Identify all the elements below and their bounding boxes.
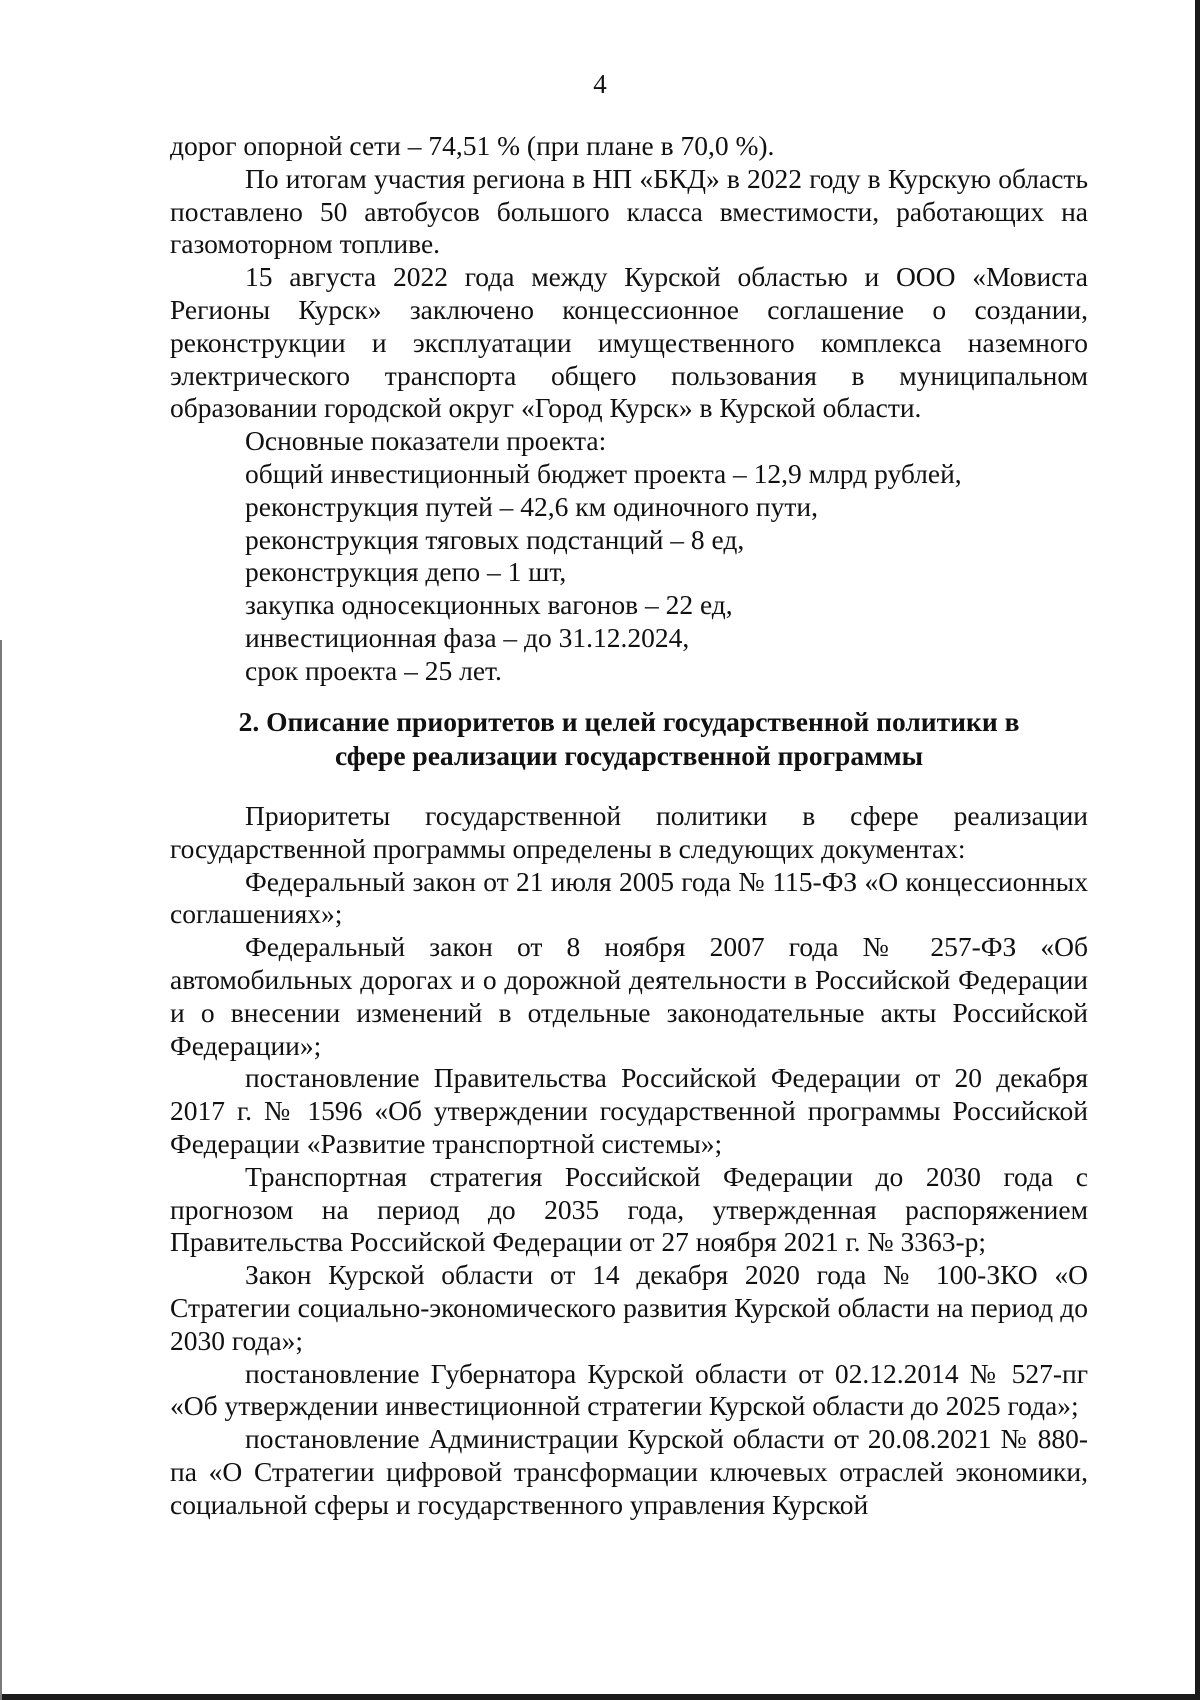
- section-2-heading: [170, 705, 1088, 773]
- document-item: постановление Правительства Российской Федерации от 20 декабря 2017 г. № 1596 «Об утверждении государственной программы Российской Федерации «Развитие транспортной системы»;: [170, 1062, 1088, 1159]
- indicator-item: срок проекта – 25 лет.: [245, 654, 502, 686]
- indicator-item: реконструкция путей – 42,6 км одиночного пути,: [245, 490, 818, 522]
- document-item: постановление Администрации Курской области от 20.08.2021 № 880-па «О Стратегии цифровой трансформации ключевых отраслей экономики, социальной сферы и государственного управления Курской: [170, 1423, 1088, 1520]
- section-2-body: [170, 800, 1088, 1522]
- indicator-item: закупка односекционных вагонов – 22 ед,: [245, 589, 733, 621]
- intro-text-block: [170, 130, 1088, 688]
- document-item: Федеральный закон от 21 июля 2005 года № 115-ФЗ «О концессионных соглашениях»;: [170, 865, 1088, 930]
- document-item: Федеральный закон от 8 ноября 2007 года № 257-ФЗ «Об автомобильных дорогах и о дорожной деятельности в Российской Федерации и о внесении изменений в отдельные законодательные акты Российской Федерации»;: [170, 931, 1088, 1061]
- indicator-item: инвестиционная фаза – до 31.12.2024,: [245, 621, 690, 653]
- paragraph-priorities: Приоритеты государственной политики в сфере реализации государственной программы определены в следующих документах:: [170, 800, 1088, 864]
- indicators-intro: Основные показатели проекта:: [245, 425, 607, 457]
- document-item: Транспортная стратегия Российской Федерации до 2030 года с прогнозом на период до 2035 года, утвержденная распоряжением Правительства Российской Федерации от 27 ноября 2021 г. № 3363-р;: [170, 1160, 1088, 1258]
- scan-edge-left: [0, 640, 2, 1700]
- scan-edge-right: [1195, 0, 1200, 1700]
- paragraph-concession: 15 августа 2022 года между Курской областью и ООО «Мовиста Регионы Курск» заключено концессионное соглашение о создании, реконструкции и эксплуатации имущественного комплекса наземного электрического транспорта общего пользования в муниципальном образовании городской округ «Город Курск» в Курской области.: [170, 261, 1088, 424]
- section-2-heading-line-2: сфере реализации государственной программы: [334, 740, 924, 771]
- paragraph-roads: дорог опорной сети – 74,51 % (при плане в 70,0 %).: [170, 130, 775, 161]
- document-item: постановление Губернатора Курской области от 02.12.2014 № 527-пг «Об утверждении инвестиционной стратегии Курской области до 2025 года»;: [170, 1357, 1088, 1422]
- scan-edge-bottom: [0, 1694, 1200, 1700]
- paragraph-buses: По итогам участия региона в НП «БКД» в 2022 году в Курскую область поставлено 50 автобусов большого класса вместимости, работающих на газомоторном топливе.: [170, 162, 1088, 260]
- indicator-item: общий инвестиционный бюджет проекта – 12,9 млрд рублей,: [245, 457, 962, 489]
- indicator-item: реконструкция депо – 1 шт,: [245, 556, 567, 588]
- indicator-item: реконструкция тяговых подстанций – 8 ед,: [245, 523, 745, 555]
- document-item: Закон Курской области от 14 декабря 2020 года № 100-ЗКО «О Стратегии социально-экономического развития Курской области на период до 2030 года»;: [170, 1259, 1088, 1356]
- section-2-heading-line-1: 2. Описание приоритетов и целей государственной политики в: [238, 706, 1020, 737]
- page-number: 4: [593, 69, 607, 99]
